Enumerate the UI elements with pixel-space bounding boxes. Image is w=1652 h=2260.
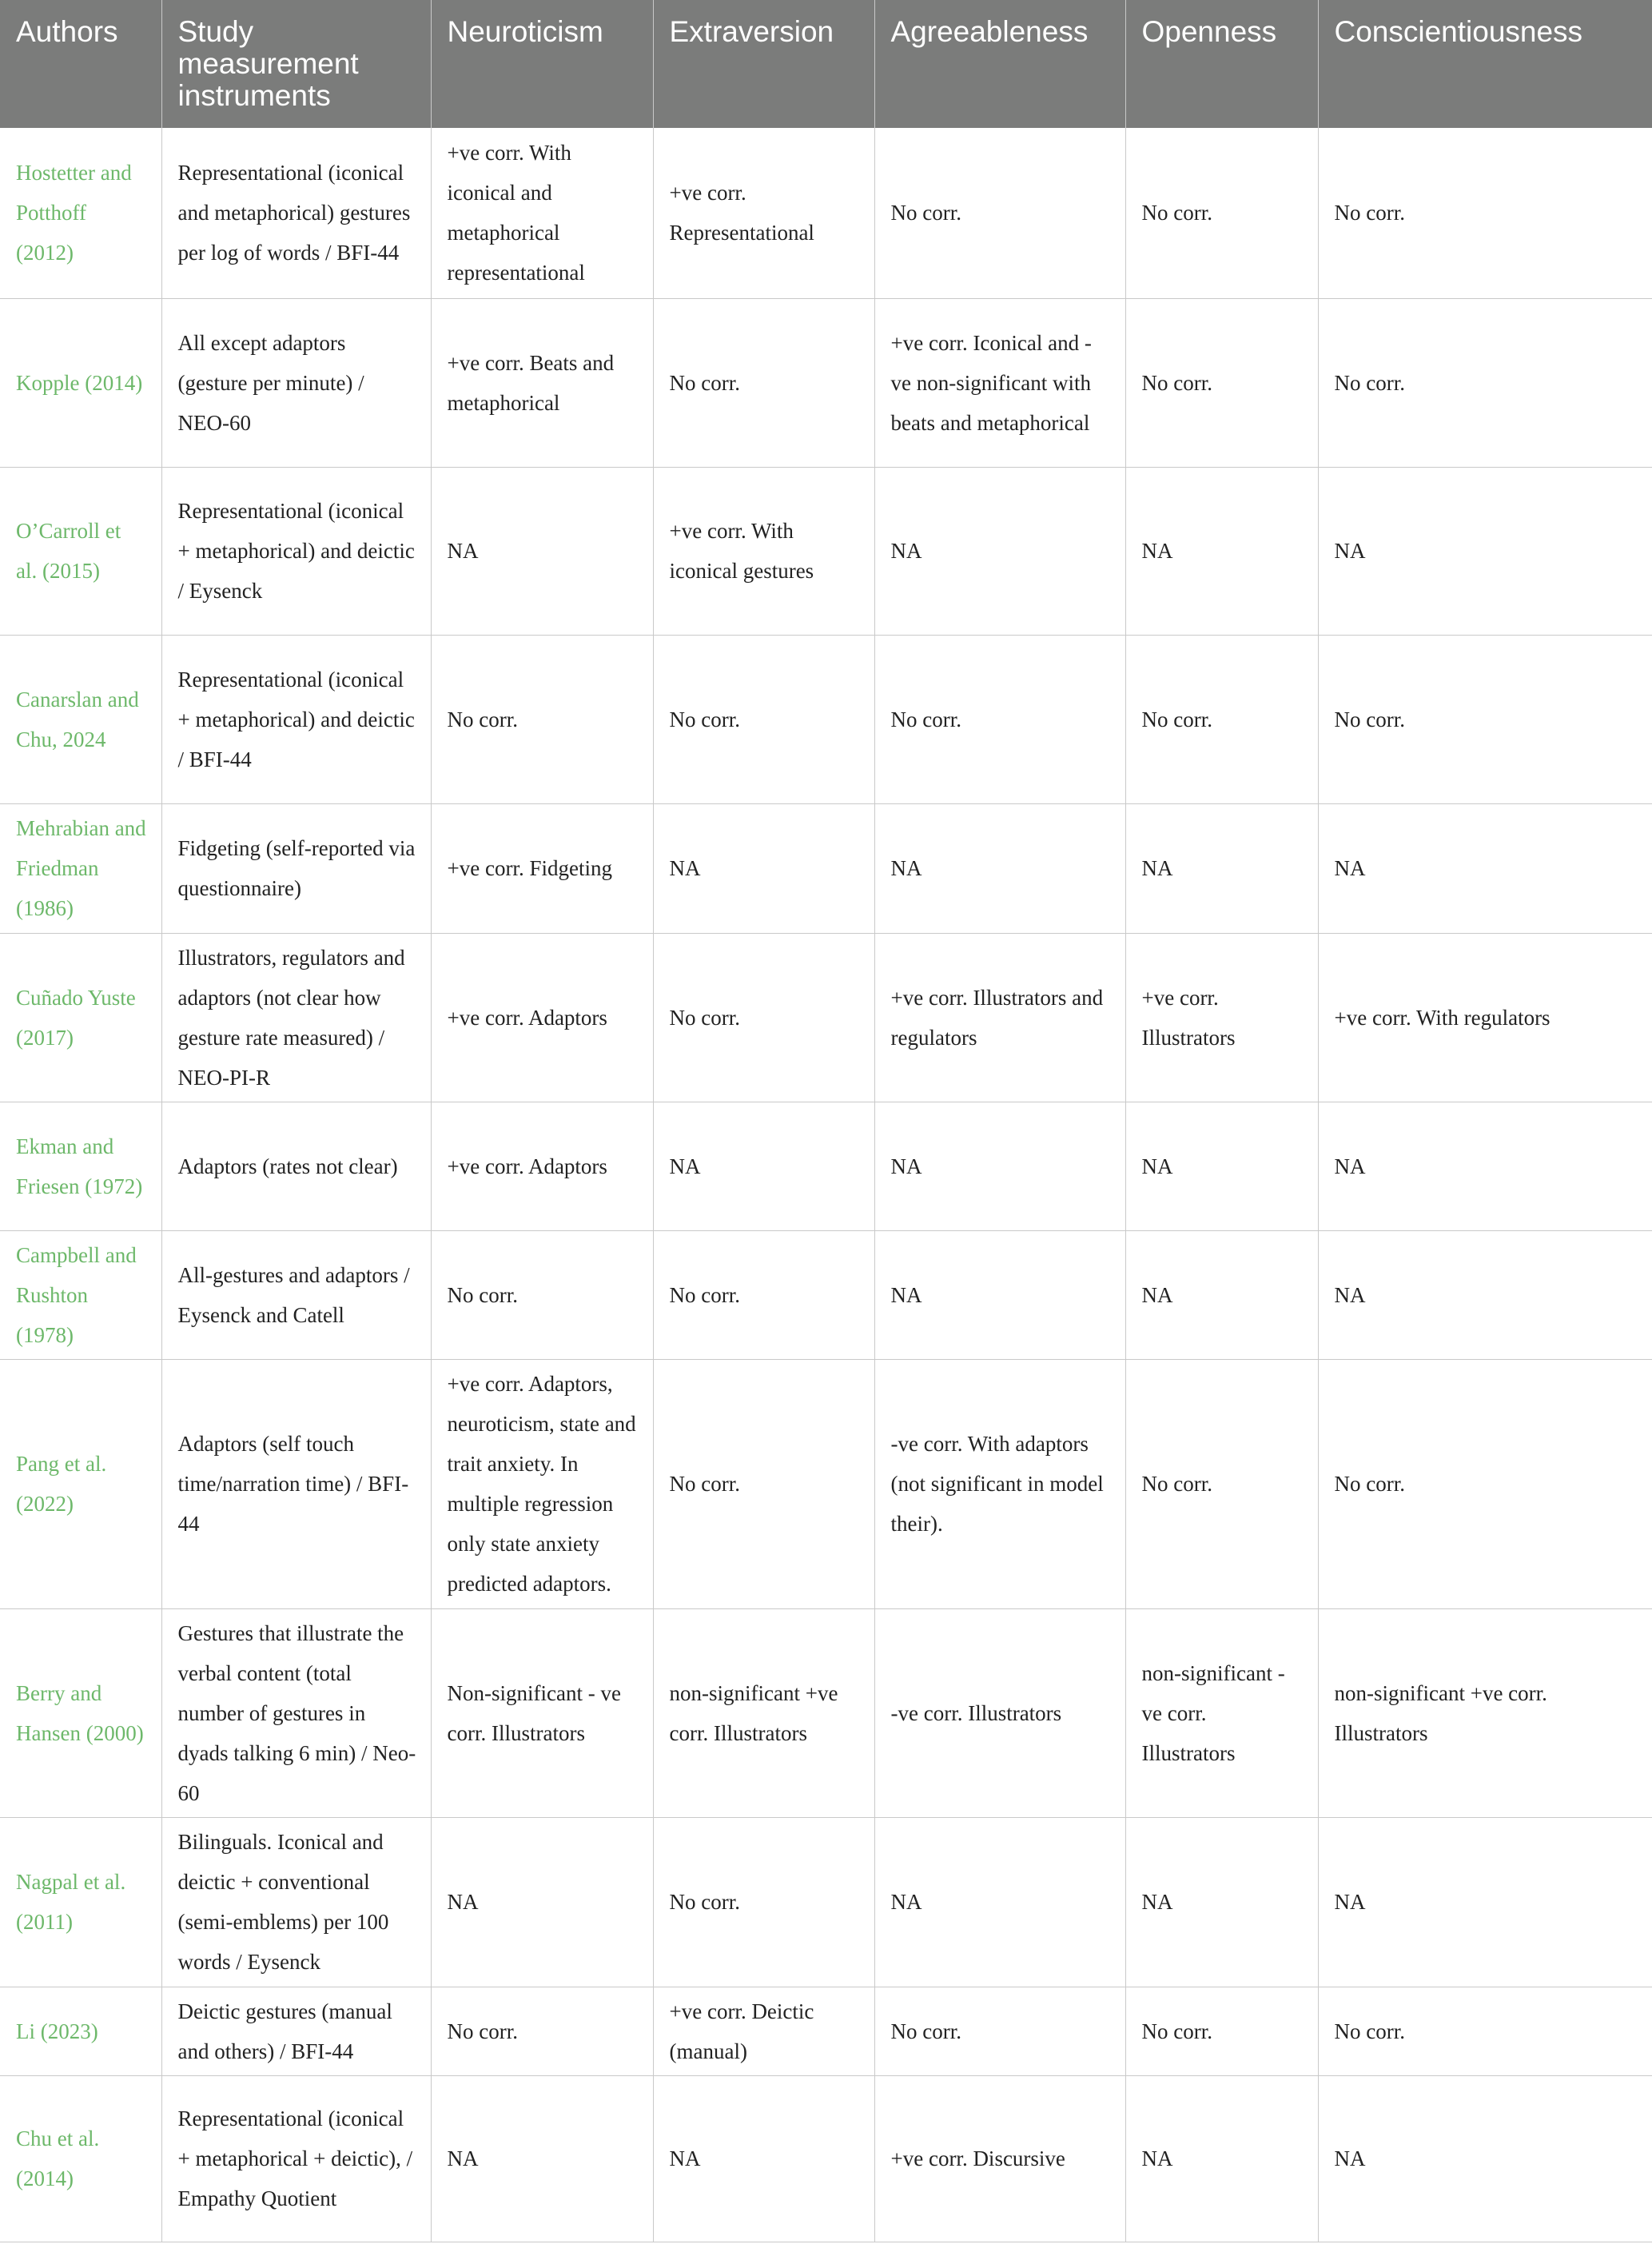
conscientiousness-text: NA — [1334, 856, 1366, 880]
openness-text: NA — [1141, 856, 1173, 880]
extraversion-cell — [653, 803, 874, 933]
extraversion-cell — [653, 1987, 874, 2075]
agreeableness-text: No corr. — [890, 707, 961, 731]
openness-cell — [1125, 128, 1318, 298]
instruments-text: Representational (iconical + metaphorical) and deictic / BFI-44 — [177, 667, 415, 771]
extraversion-text: +ve corr. With iconical gestures — [669, 519, 814, 583]
openness-cell — [1125, 933, 1318, 1102]
extraversion-text: No corr. — [669, 1005, 740, 1030]
neuroticism-text: +ve corr. Beats and metaphorical — [447, 350, 615, 415]
conscientiousness-cell — [1318, 2075, 1652, 2242]
openness-cell — [1125, 1359, 1318, 1608]
openness-cell — [1125, 635, 1318, 803]
agreeableness-cell — [874, 803, 1125, 933]
instruments-cell — [161, 933, 431, 1102]
neuroticism-text: NA — [447, 1890, 479, 1914]
instruments-cell — [161, 803, 431, 933]
agreeableness-text: +ve corr. Iconical and -ve non-significant with beats and metaphorical — [890, 330, 1092, 435]
extraversion-cell — [653, 2075, 874, 2242]
openness-cell — [1125, 1102, 1318, 1230]
neuroticism-text: Non-significant - ve corr. Illustrators — [447, 1680, 621, 1745]
conscientiousness-text: No corr. — [1334, 1472, 1405, 1496]
neuroticism-cell — [431, 1102, 653, 1230]
instruments-text: All-gestures and adaptors / Eysenck and Catell — [177, 1262, 410, 1327]
neuroticism-text: NA — [447, 2146, 479, 2170]
author-cell[interactable] — [0, 1230, 161, 1359]
agreeableness-cell — [874, 1230, 1125, 1359]
table-row — [0, 1230, 1652, 1359]
neuroticism-cell — [431, 635, 653, 803]
openness-cell — [1125, 803, 1318, 933]
neuroticism-cell — [431, 128, 653, 298]
neuroticism-cell — [431, 803, 653, 933]
agreeableness-text: No corr. — [890, 2019, 961, 2043]
author-link[interactable]: Berry and Hansen (2000) — [16, 1680, 144, 1745]
column-header-authors: Authors — [16, 15, 118, 48]
neuroticism-cell — [431, 1987, 653, 2075]
instruments-cell — [161, 1608, 431, 1817]
openness-text: NA — [1141, 1890, 1173, 1914]
agreeableness-cell — [874, 1817, 1125, 1987]
extraversion-cell — [653, 1230, 874, 1359]
agreeableness-cell — [874, 128, 1125, 298]
table-row — [0, 298, 1652, 467]
author-cell[interactable] — [0, 2075, 161, 2242]
column-header-openness: Openness — [1125, 0, 1318, 128]
author-cell[interactable] — [0, 635, 161, 803]
agreeableness-text: +ve corr. Illustrators and regulators — [890, 985, 1104, 1050]
instruments-text: Representational (iconical + metaphorical + deictic), / Empathy Quotient — [177, 2107, 413, 2210]
neuroticism-text: +ve corr. Adaptors — [447, 1154, 607, 1178]
neuroticism-cell — [431, 1608, 653, 1817]
table-row — [0, 1817, 1652, 1987]
instruments-cell — [161, 1359, 431, 1608]
author-link[interactable]: Cuñado Yuste (2017) — [16, 985, 136, 1050]
extraversion-cell — [653, 1817, 874, 1987]
conscientiousness-text: No corr. — [1334, 201, 1405, 225]
table-row — [0, 1359, 1652, 1608]
agreeableness-text: NA — [890, 1890, 922, 1914]
instruments-text: All except adaptors (gesture per minute) / NEO-60 — [177, 330, 364, 435]
openness-text: NA — [1141, 1282, 1173, 1307]
openness-cell — [1125, 1230, 1318, 1359]
agreeableness-text: NA — [890, 539, 922, 563]
conscientiousness-text: No corr. — [1334, 370, 1405, 395]
author-link[interactable]: Ekman and Friesen (1972) — [16, 1134, 143, 1198]
conscientiousness-text: NA — [1334, 2146, 1366, 2170]
openness-cell — [1125, 298, 1318, 467]
neuroticism-cell — [431, 1359, 653, 1608]
openness-text: No corr. — [1141, 201, 1212, 225]
openness-cell — [1125, 1987, 1318, 2075]
conscientiousness-text: NA — [1334, 1282, 1366, 1307]
extraversion-cell — [653, 128, 874, 298]
openness-text: non-significant -ve corr. Illustrators — [1141, 1660, 1285, 1765]
neuroticism-text: +ve corr. Fidgeting — [447, 856, 612, 880]
conscientiousness-cell — [1318, 933, 1652, 1102]
author-link[interactable]: Kopple (2014) — [16, 370, 143, 395]
table-row — [0, 803, 1652, 933]
neuroticism-cell — [431, 1230, 653, 1359]
instruments-cell — [161, 635, 431, 803]
author-cell[interactable] — [0, 1359, 161, 1608]
extraversion-cell — [653, 1102, 874, 1230]
author-cell[interactable] — [0, 298, 161, 467]
conscientiousness-cell — [1318, 1102, 1652, 1230]
table-row — [0, 128, 1652, 298]
openness-text: No corr. — [1141, 1472, 1212, 1496]
openness-text: +ve corr. Illustrators — [1141, 985, 1236, 1050]
extraversion-text: No corr. — [669, 1282, 740, 1307]
conscientiousness-text: NA — [1334, 1890, 1366, 1914]
agreeableness-text: +ve corr. Discursive — [890, 2146, 1065, 2170]
agreeableness-text: No corr. — [890, 201, 961, 225]
column-header-instruments: Study measurement instruments — [161, 0, 431, 128]
extraversion-cell — [653, 1608, 874, 1817]
neuroticism-cell — [431, 467, 653, 635]
instruments-text: Bilinguals. Iconical and deictic + conventional (semi-emblems) per 100 words / Eysenck — [177, 1830, 389, 1974]
instruments-cell — [161, 1102, 431, 1230]
author-link[interactable]: Chu et al. (2014) — [16, 2126, 100, 2190]
instruments-text: Illustrators, regulators and adaptors (not clear how gesture rate measured) / NEO-PI-R — [177, 945, 405, 1090]
instruments-cell — [161, 2075, 431, 2242]
header-row — [0, 0, 1652, 128]
openness-cell — [1125, 2075, 1318, 2242]
agreeableness-cell — [874, 1608, 1125, 1817]
column-header-extraversion: Extraversion — [653, 0, 874, 128]
agreeableness-text: NA — [890, 1282, 922, 1307]
instruments-text: Representational (iconical + metaphorical) and deictic / Eysenck — [177, 499, 415, 603]
instruments-text: Deictic gestures (manual and others) / BFI-44 — [177, 1999, 392, 2063]
conscientiousness-cell — [1318, 1230, 1652, 1359]
author-link[interactable]: Campbell and Rushton (1978) — [16, 1242, 137, 1347]
author-link[interactable]: Mehrabian and Friedman (1986) — [16, 816, 146, 920]
neuroticism-text: No corr. — [447, 2019, 518, 2043]
author-cell[interactable] — [0, 1608, 161, 1817]
agreeableness-cell — [874, 1987, 1125, 2075]
openness-text: No corr. — [1141, 2019, 1212, 2043]
conscientiousness-text: +ve corr. With regulators — [1334, 1005, 1550, 1030]
neuroticism-text: +ve corr. With iconical and metaphorical representational — [447, 141, 585, 285]
agreeableness-cell — [874, 635, 1125, 803]
agreeableness-cell — [874, 298, 1125, 467]
neuroticism-text: No corr. — [447, 707, 518, 731]
conscientiousness-text: NA — [1334, 1154, 1366, 1178]
author-cell[interactable] — [0, 467, 161, 635]
conscientiousness-cell — [1318, 1608, 1652, 1817]
agreeableness-text: -ve corr. With adaptors (not significant in model their). — [890, 1432, 1104, 1536]
author-cell[interactable] — [0, 128, 161, 298]
instruments-text: Adaptors (self touch time/narration time) / BFI-44 — [177, 1432, 409, 1536]
neuroticism-text: No corr. — [447, 1282, 518, 1307]
extraversion-cell — [653, 467, 874, 635]
agreeableness-cell — [874, 933, 1125, 1102]
conscientiousness-cell — [1318, 635, 1652, 803]
neuroticism-cell — [431, 1817, 653, 1987]
agreeableness-cell — [874, 467, 1125, 635]
conscientiousness-text: No corr. — [1334, 707, 1405, 731]
instruments-text: Gestures that illustrate the verbal content (total number of gestures in dyads talking 6 min) / Neo-60 — [177, 1620, 416, 1805]
instruments-text: Representational (iconical and metaphorical) gestures per log of words / BFI-44 — [177, 161, 411, 265]
instruments-cell — [161, 128, 431, 298]
table-row — [0, 1102, 1652, 1230]
author-link[interactable]: Nagpal et al. (2011) — [16, 1870, 126, 1934]
openness-text: No corr. — [1141, 370, 1212, 395]
extraversion-text: +ve corr. Deictic (manual) — [669, 1999, 814, 2063]
agreeableness-text: -ve corr. Illustrators — [890, 1700, 1062, 1725]
instruments-cell — [161, 1817, 431, 1987]
extraversion-text: No corr. — [669, 1890, 740, 1914]
column-header-neuroticism: Neuroticism — [431, 0, 653, 128]
neuroticism-text: +ve corr. Adaptors, neuroticism, state and trait anxiety. In multiple regression only state anxiety predicted adaptors. — [447, 1372, 636, 1596]
author-cell[interactable] — [0, 1817, 161, 1987]
conscientiousness-text: NA — [1334, 539, 1366, 563]
author-cell[interactable] — [0, 933, 161, 1102]
author-link[interactable]: Li (2023) — [16, 2019, 98, 2043]
extraversion-cell — [653, 1359, 874, 1608]
table-row — [0, 1608, 1652, 1817]
table-row — [0, 635, 1652, 803]
instruments-text: Fidgeting (self-reported via questionnaire) — [177, 836, 416, 900]
conscientiousness-cell — [1318, 1987, 1652, 2075]
openness-text: NA — [1141, 2146, 1173, 2170]
column-header-conscientiousness: Conscientiousness — [1318, 0, 1652, 128]
table-row — [0, 1987, 1652, 2075]
author-link[interactable]: Pang et al. (2022) — [16, 1452, 107, 1516]
table-row — [0, 467, 1652, 635]
neuroticism-text: NA — [447, 539, 479, 563]
neuroticism-text: +ve corr. Adaptors — [447, 1005, 607, 1030]
neuroticism-cell — [431, 2075, 653, 2242]
conscientiousness-cell — [1318, 467, 1652, 635]
extraversion-text: +ve corr. Representational — [669, 181, 814, 245]
agreeableness-cell — [874, 2075, 1125, 2242]
extraversion-text: NA — [669, 1154, 701, 1178]
extraversion-cell — [653, 635, 874, 803]
conscientiousness-text: non-significant +ve corr. Illustrators — [1334, 1680, 1547, 1745]
instruments-cell — [161, 467, 431, 635]
author-cell[interactable] — [0, 1102, 161, 1230]
author-link[interactable]: Canarslan and Chu, 2024 — [16, 687, 139, 751]
agreeableness-cell — [874, 1359, 1125, 1608]
openness-cell — [1125, 1608, 1318, 1817]
conscientiousness-text: No corr. — [1334, 2019, 1405, 2043]
author-cell[interactable] — [0, 1987, 161, 2075]
extraversion-text: NA — [669, 856, 701, 880]
extraversion-text: No corr. — [669, 370, 740, 395]
agreeableness-text: NA — [890, 856, 922, 880]
conscientiousness-cell — [1318, 128, 1652, 298]
openness-cell — [1125, 467, 1318, 635]
extraversion-cell — [653, 933, 874, 1102]
openness-text: NA — [1141, 539, 1173, 563]
neuroticism-cell — [431, 298, 653, 467]
openness-cell — [1125, 1817, 1318, 1987]
conscientiousness-cell — [1318, 803, 1652, 933]
instruments-text: Adaptors (rates not clear) — [177, 1154, 398, 1178]
author-link[interactable]: O’Carroll et al. (2015) — [16, 519, 121, 583]
openness-text: No corr. — [1141, 707, 1212, 731]
openness-text: NA — [1141, 1154, 1173, 1178]
extraversion-text: NA — [669, 2146, 701, 2170]
author-link[interactable]: Hostetter and Potthoff (2012) — [16, 161, 132, 265]
conscientiousness-cell — [1318, 1359, 1652, 1608]
extraversion-text: non-significant +ve corr. Illustrators — [669, 1680, 838, 1745]
table-row — [0, 2075, 1652, 2242]
extraversion-text: No corr. — [669, 707, 740, 731]
agreeableness-text: NA — [890, 1154, 922, 1178]
instruments-cell — [161, 298, 431, 467]
conscientiousness-cell — [1318, 298, 1652, 467]
table-body — [0, 128, 1652, 2242]
author-cell[interactable] — [0, 803, 161, 933]
neuroticism-cell — [431, 933, 653, 1102]
column-header-agreeableness: Agreeableness — [874, 0, 1125, 128]
extraversion-text: No corr. — [669, 1472, 740, 1496]
instruments-cell — [161, 1987, 431, 2075]
conscientiousness-cell — [1318, 1817, 1652, 1987]
table-row — [0, 933, 1652, 1102]
extraversion-cell — [653, 298, 874, 467]
agreeableness-cell — [874, 1102, 1125, 1230]
table-header — [0, 0, 1652, 128]
instruments-cell — [161, 1230, 431, 1359]
